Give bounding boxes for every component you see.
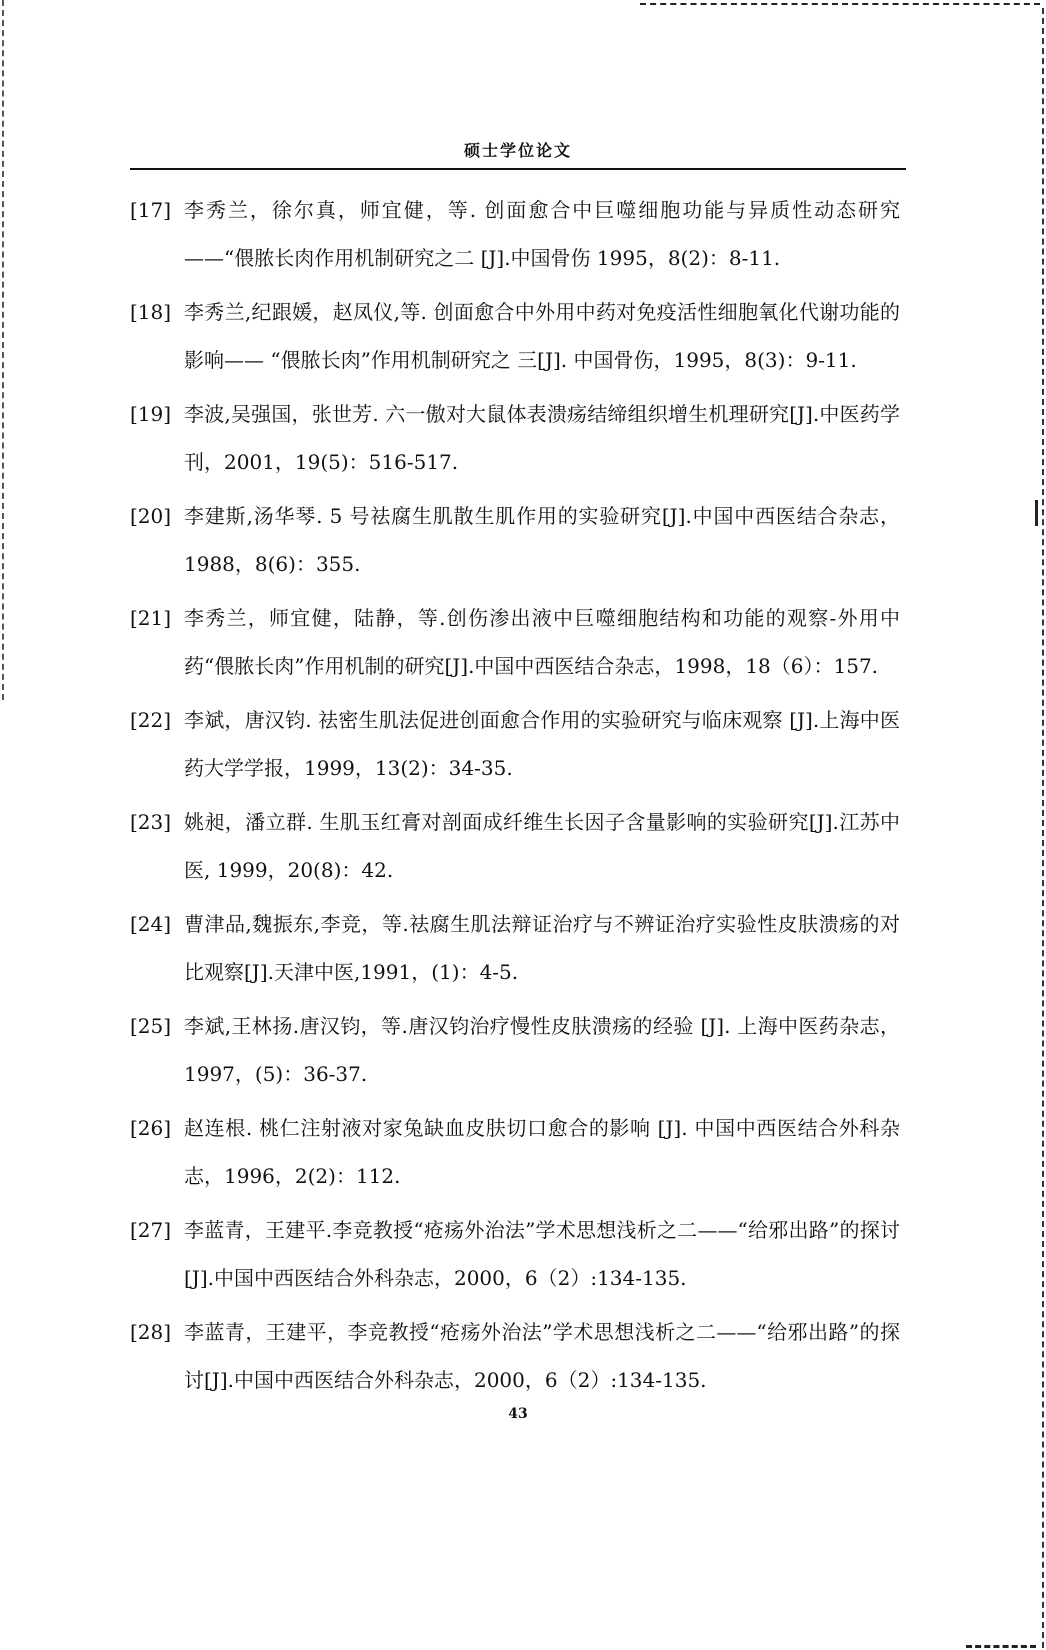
reference-item [130, 900, 900, 996]
reference-item [130, 696, 900, 792]
reference-item [130, 390, 900, 486]
reference-number: [24] [130, 912, 172, 936]
reference-text: 曹津品,魏振东,李竞，等.祛腐生肌法辩证治疗与不辨证治疗实验性皮肤溃疡的对比观察[J].天津中医,1991，(1)：4-5. [184, 912, 900, 984]
reference-text: 李波,吴强国，张世芳. 六一傲对大鼠体表溃疡结缔组织增生机理研究[J].中医药学刊，2001，19(5)：516-517. [184, 402, 900, 474]
reference-number: [17] [130, 198, 172, 222]
reference-number: [20] [130, 504, 172, 528]
reference-list [130, 186, 900, 1410]
scan-border-top [640, 3, 1040, 5]
reference-item [130, 288, 900, 384]
reference-number: [23] [130, 810, 172, 834]
reference-text: 赵连根. 桃仁注射液对家兔缺血皮肤切口愈合的影响 [J]. 中国中西医结合外科杂志，1996，2(2)：112. [184, 1116, 900, 1188]
reference-item [130, 186, 900, 282]
reference-number: [27] [130, 1218, 172, 1242]
reference-item [130, 1206, 900, 1302]
reference-text: 李秀兰,纪跟媛，赵凤仪,等. 创面愈合中外用中药对免疫活性细胞氧化代谢功能的影响—— “偎脓长肉”作用机制研究之 三[J]. 中国骨伤，1995，8(3)：9-11. [184, 300, 900, 372]
reference-number: [19] [130, 402, 172, 426]
reference-item [130, 798, 900, 894]
reference-text: 李建斯,汤华琴. 5 号祛腐生肌散生肌作用的实验研究[J].中国中西医结合杂志，1988，8(6)：355. [184, 504, 900, 576]
scan-border-left [2, 0, 4, 700]
reference-text: 李蓝青，王建平，李竞教授“疮疡外治法”学术思想浅析之二——“给邪出路”的探讨[J].中国中西医结合外科杂志，2000，6（2）:134-135. [184, 1320, 900, 1392]
scan-mark [1035, 500, 1038, 526]
header-rule [130, 168, 906, 170]
reference-text: 李秀兰，师宜健，陆静，等.创伤渗出液中巨噬细胞结构和功能的观察-外用中药“偎脓长肉”作用机制的研究[J].中国中西医结合杂志，1998，18（6）：157. [184, 606, 900, 678]
reference-number: [22] [130, 708, 172, 732]
reference-number: [26] [130, 1116, 172, 1140]
scan-border-bottom [966, 1645, 1036, 1648]
reference-number: [21] [130, 606, 172, 630]
reference-text: 李秀兰，徐尔真，师宜健，等. 创面愈合中巨噬细胞功能与异质性动态研究——“偎脓长肉作用机制研究之二 [J].中国骨伤 1995，8(2)：8-11. [184, 198, 900, 270]
reference-item [130, 492, 900, 588]
reference-text: 姚昶，潘立群. 生肌玉红膏对剖面成纤维生长因子含量影响的实验研究[J].江苏中医, 1999，20(8)：42. [184, 810, 900, 882]
reference-number: [18] [130, 300, 172, 324]
reference-item [130, 1002, 900, 1098]
reference-number: [28] [130, 1320, 172, 1344]
page-number: 43 [508, 1406, 528, 1422]
scan-border-right [1042, 8, 1044, 1648]
reference-text: 李蓝青，王建平.李竞教授“疮疡外治法”学术思想浅析之二——“给邪出路”的探讨[J].中国中西医结合外科杂志，2000，6（2）:134-135. [184, 1218, 900, 1290]
running-header: 硕士学位论文 [463, 141, 572, 160]
reference-item [130, 1308, 900, 1404]
reference-item [130, 1104, 900, 1200]
reference-text: 李斌，唐汉钧. 祛密生肌法促进创面愈合作用的实验研究与临床观察 [J].上海中医药大学学报，1999，13(2)：34-35. [184, 708, 900, 780]
reference-text: 李斌,王林扬.唐汉钧，等.唐汉钧治疗慢性皮肤溃疡的经验 [J]. 上海中医药杂志， 1997，(5)：36-37. [184, 1014, 900, 1086]
reference-number: [25] [130, 1014, 172, 1038]
reference-item [130, 594, 900, 690]
